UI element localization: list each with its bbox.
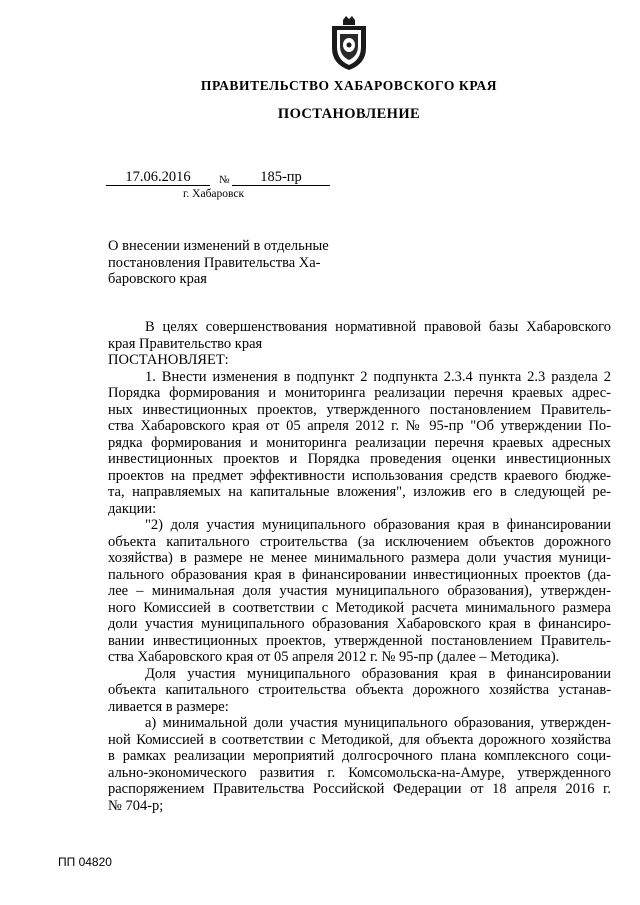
body-line: ства Хабаровского края от 05 апреля 2012 г. № 95-пр (далее – Методика). (108, 649, 560, 665)
body-line: инвестиционных проектов и Порядка проведения оценки инвестиционных (108, 451, 611, 467)
city-label: г. Хабаровск (183, 188, 245, 200)
document-body (108, 319, 611, 814)
body-line: 1. Внести изменения в подпункт 2 подпункта 2.3.4 пункта 2.3 раздела 2 (145, 368, 611, 385)
body-line: "2) доля участия муниципального образования края в финансировании (145, 517, 611, 533)
number-sign: № (219, 174, 230, 186)
body-line: вании инвестиционных проектов, утвержденной постановлением Правитель- (108, 632, 611, 649)
body-line: ных инвестиционных проектов, утвержденного постановлением Правитель- (108, 401, 611, 418)
document-subject (108, 238, 336, 288)
document-type: ПОСТАНОВЛЕНИЕ (277, 106, 421, 122)
document-date: 17.06.2016 (106, 169, 210, 186)
body-line: ПОСТАНОВЛЯЕТ: (108, 352, 229, 368)
body-line: объекта капитального строительства объекта дорожного хозяйства устанав- (108, 682, 611, 698)
body-line: распоряжением Правительства Российской Федерации от 18 апреля 2016 г. (108, 781, 611, 797)
body-line: лее – минимальная доля участия муниципального образования), утвержден- (108, 583, 611, 599)
document-number: 185-пр (232, 169, 330, 186)
body-line: рядка формирования и мониторинга реализации перечня краевых адресных (108, 434, 611, 451)
subject-line: баровского края (108, 271, 207, 287)
body-line: края Правительство края (108, 335, 263, 352)
subject-line: О внесении изменений в отдельные (108, 238, 329, 254)
body-line: доли участия муниципального образования Хабаровского края в финансиро- (108, 616, 611, 632)
body-line: хозяйства) в размере не менее минимального размера доли участия муници- (108, 550, 611, 566)
body-line: ства Хабаровского края от 05 апреля 2012 г. № 95-пр "Об утверждении По- (108, 418, 611, 434)
body-line: ально-экономического развития г. Комсомольска-на-Амуре, утвержденного (108, 764, 611, 781)
coat-of-arms-icon (324, 12, 374, 72)
document-code: ПП 04820 (58, 855, 112, 869)
body-line: а) минимальной доли участия муниципального образования, утвержден- (145, 715, 611, 731)
body-line: та, направляемых на капитальные вложения", изложив его в следующей ре- (108, 484, 611, 500)
body-line: объекта капитального строительства (за исключением объектов дорожного (108, 533, 611, 550)
body-line: Доля участия муниципального образования края в финансировании (145, 665, 611, 682)
government-title: ПРАВИТЕЛЬСТВО ХАБАРОВСКОГО КРАЯ (200, 78, 498, 93)
body-line: ного Комиссией в соответствии с Методикой расчета минимального размера (108, 599, 611, 616)
body-line: Порядка формирования и мониторинга реализации перечня краевых адрес- (108, 385, 611, 401)
body-line: В целях совершенствования нормативной правовой базы Хабаровского (145, 319, 611, 335)
subject-line: постановления Правительства Ха- (108, 254, 321, 271)
body-line: дакции: (108, 500, 157, 517)
body-line: проектов на предмет эффективности использования средств краевого бюдже- (108, 467, 611, 484)
body-line: ной Комиссией в соответствии с Методикой, для объекта дорожного хозяйства (108, 731, 611, 748)
body-line: ливается в размере: (108, 698, 229, 715)
body-line: № 704-р; (108, 797, 164, 814)
body-line: в рамках реализации мероприятий долгосрочного плана комплексного соци- (108, 748, 611, 764)
body-line: пального образования края в финансировании инвестиционных проектов (да- (108, 566, 611, 583)
